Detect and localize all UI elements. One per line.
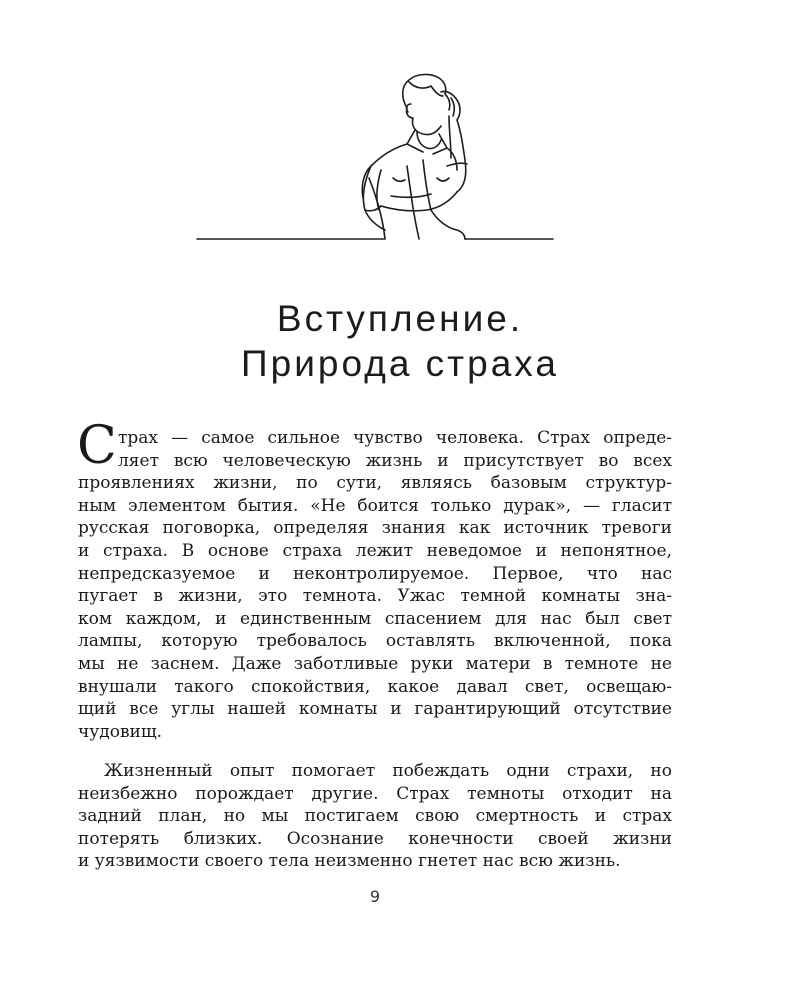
text-line: и страха. В основе страха лежит неведомое и непонятное, — [78, 540, 672, 561]
paragraph-2 — [78, 760, 672, 873]
text-line: непредсказуемое и неконтролируемое. Первое, что нас — [78, 563, 672, 584]
text-line: мы не заснем. Даже заботливые руки матери в темноте не — [78, 653, 672, 674]
text-line: лампы, которую требовалось оставлять включенной, пока — [78, 631, 672, 652]
text-line: трах — самое сильное чувство человека. Страх опреде- — [118, 428, 672, 448]
chapter-title-line-2: Природа страха — [241, 343, 559, 384]
text-line: задний план, но мы постигаем свою смертность и страх — [78, 806, 672, 827]
text-line: чудовищ. — [78, 721, 163, 742]
thinking-man-illustration — [195, 70, 555, 245]
text-line: и уязвимости своего тела неизменно гнетет нас всю жизнь. — [78, 851, 621, 872]
text-line: внушали такого спокойствия, какое давал свет, освещаю- — [78, 676, 672, 697]
text-line: пугает в жизни, это темнота. Ужас темной комнаты зна- — [78, 586, 672, 607]
text-line: ным элементом бытия. «Не боится только дурак», — гласит — [78, 495, 672, 516]
page-number: 9 — [369, 887, 381, 906]
text-line: неизбежно порождает другие. Страх темноты отходит на — [78, 783, 672, 804]
drop-cap: С — [77, 416, 117, 476]
text-line: Жизненный опыт помогает побеждать одни страхи, но — [104, 761, 672, 781]
text-line: проявлениях жизни, по сути, являясь базовым структур- — [78, 473, 672, 494]
text-line: щий все углы нашей комнаты и гарантирующий отсутствие — [78, 699, 672, 720]
text-line: русская поговорка, определяя знания как источник тревоги — [78, 518, 672, 539]
paragraph-1 — [78, 427, 672, 743]
chapter-title-line-1: Вступление. — [276, 298, 524, 339]
text-line: ком каждом, и единственным спасением для нас был свет — [78, 608, 672, 629]
text-line: потерять близких. Осознание конечности своей жизни — [78, 828, 672, 849]
text-line: ляет всю человеческую жизнь и присутствует во всех — [118, 450, 672, 471]
